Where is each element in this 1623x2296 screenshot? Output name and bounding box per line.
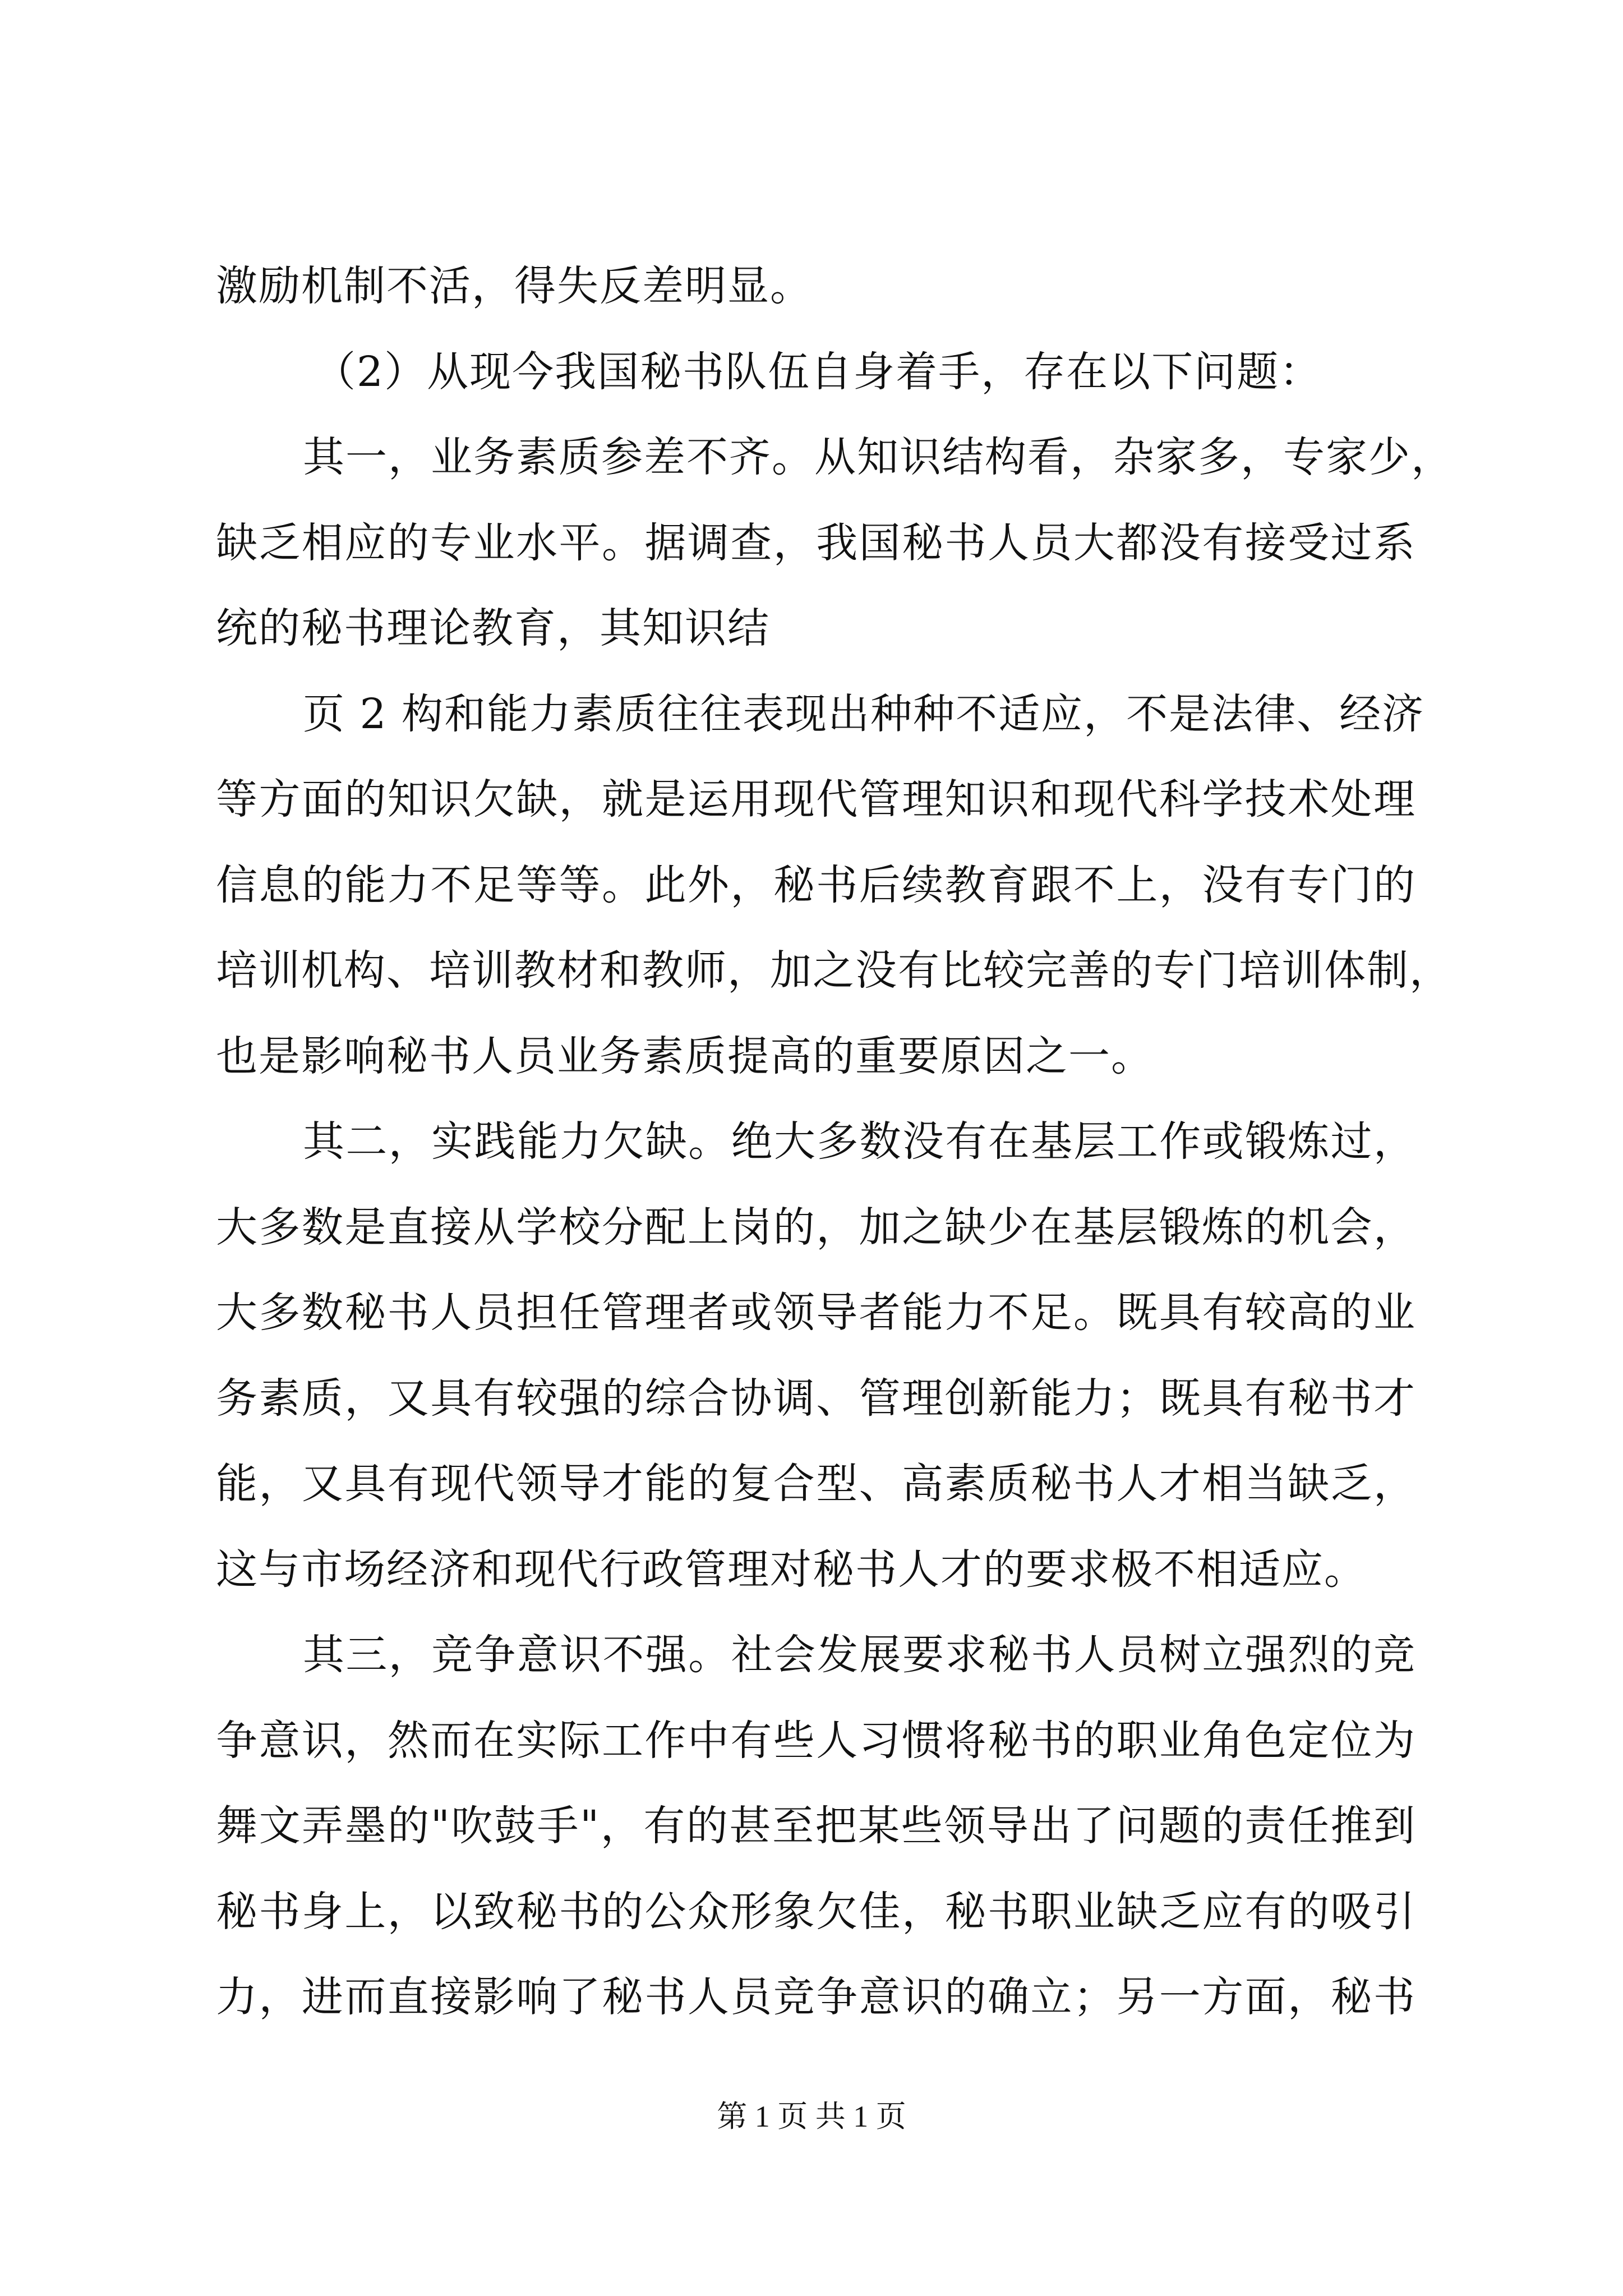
text-line: 信息的能力不足等等。此外，秘书后续教育跟不上，没有专门的 [216,861,1416,909]
text-line: 也是影响秘书人员业务素质提高的重要原因之一。 [216,1032,1154,1080]
text-line: 其三，竞争意识不强。社会发展要求秘书人员树立强烈的竞 [303,1631,1416,1679]
text-line: 争意识，然而在实际工作中有些人习惯将秘书的职业角色定位为 [216,1717,1416,1765]
text-line: 培训机构、培训教材和教师，加之没有比较完善的专门培训体制， [216,946,1452,995]
text-line: 力，进而直接影响了秘书人员竞争意识的确立；另一方面，秘书 [216,1973,1416,2021]
page-footer: 第 1 页 共 1 页 [717,2100,906,2133]
text-line: 缺乏相应的专业水平。据调查，我国秘书人员大都没有接受过系 [216,519,1416,567]
text-line: 等方面的知识欠缺，就是运用现代管理知识和现代科学技术处理 [216,775,1416,823]
text-line: 激励机制不活，得失反差明显。 [216,262,813,310]
text-line: 大多数秘书人员担任管理者或领导者能力不足。既具有较高的业 [216,1289,1416,1337]
text-line: 其二，实践能力欠缺。绝大多数没有在基层工作或锻炼过， [303,1117,1416,1166]
text-line: 统的秘书理论教育，其知识结 [216,604,770,652]
text-line: 页 2 构和能力素质往往表现出种种不适应，不是法律、经济 [303,690,1425,738]
text-line: 秘书身上，以致秘书的公众形象欠佳，秘书职业缺乏应有的吸引 [216,1888,1416,1936]
text-line: （2）从现今我国秘书队伍自身着手，存在以下问题： [314,348,1322,396]
text-line: 这与市场经济和现代行政管理对秘书人才的要求极不相适应。 [216,1545,1367,1594]
text-line: 其一，业务素质参差不齐。从知识结构看，杂家多，专家少， [303,433,1454,481]
text-line: 舞文弄墨的"吹鼓手"，有的甚至把某些领导出了问题的责任推到 [216,1802,1416,1850]
text-line: 能，又具有现代领导才能的复合型、高素质秘书人才相当缺乏， [216,1460,1416,1508]
text-line: 大多数是直接从学校分配上岗的，加之缺少在基层锻炼的机会， [216,1203,1416,1251]
text-line: 务素质，又具有较强的综合协调、管理创新能力；既具有秘书才 [216,1374,1416,1423]
